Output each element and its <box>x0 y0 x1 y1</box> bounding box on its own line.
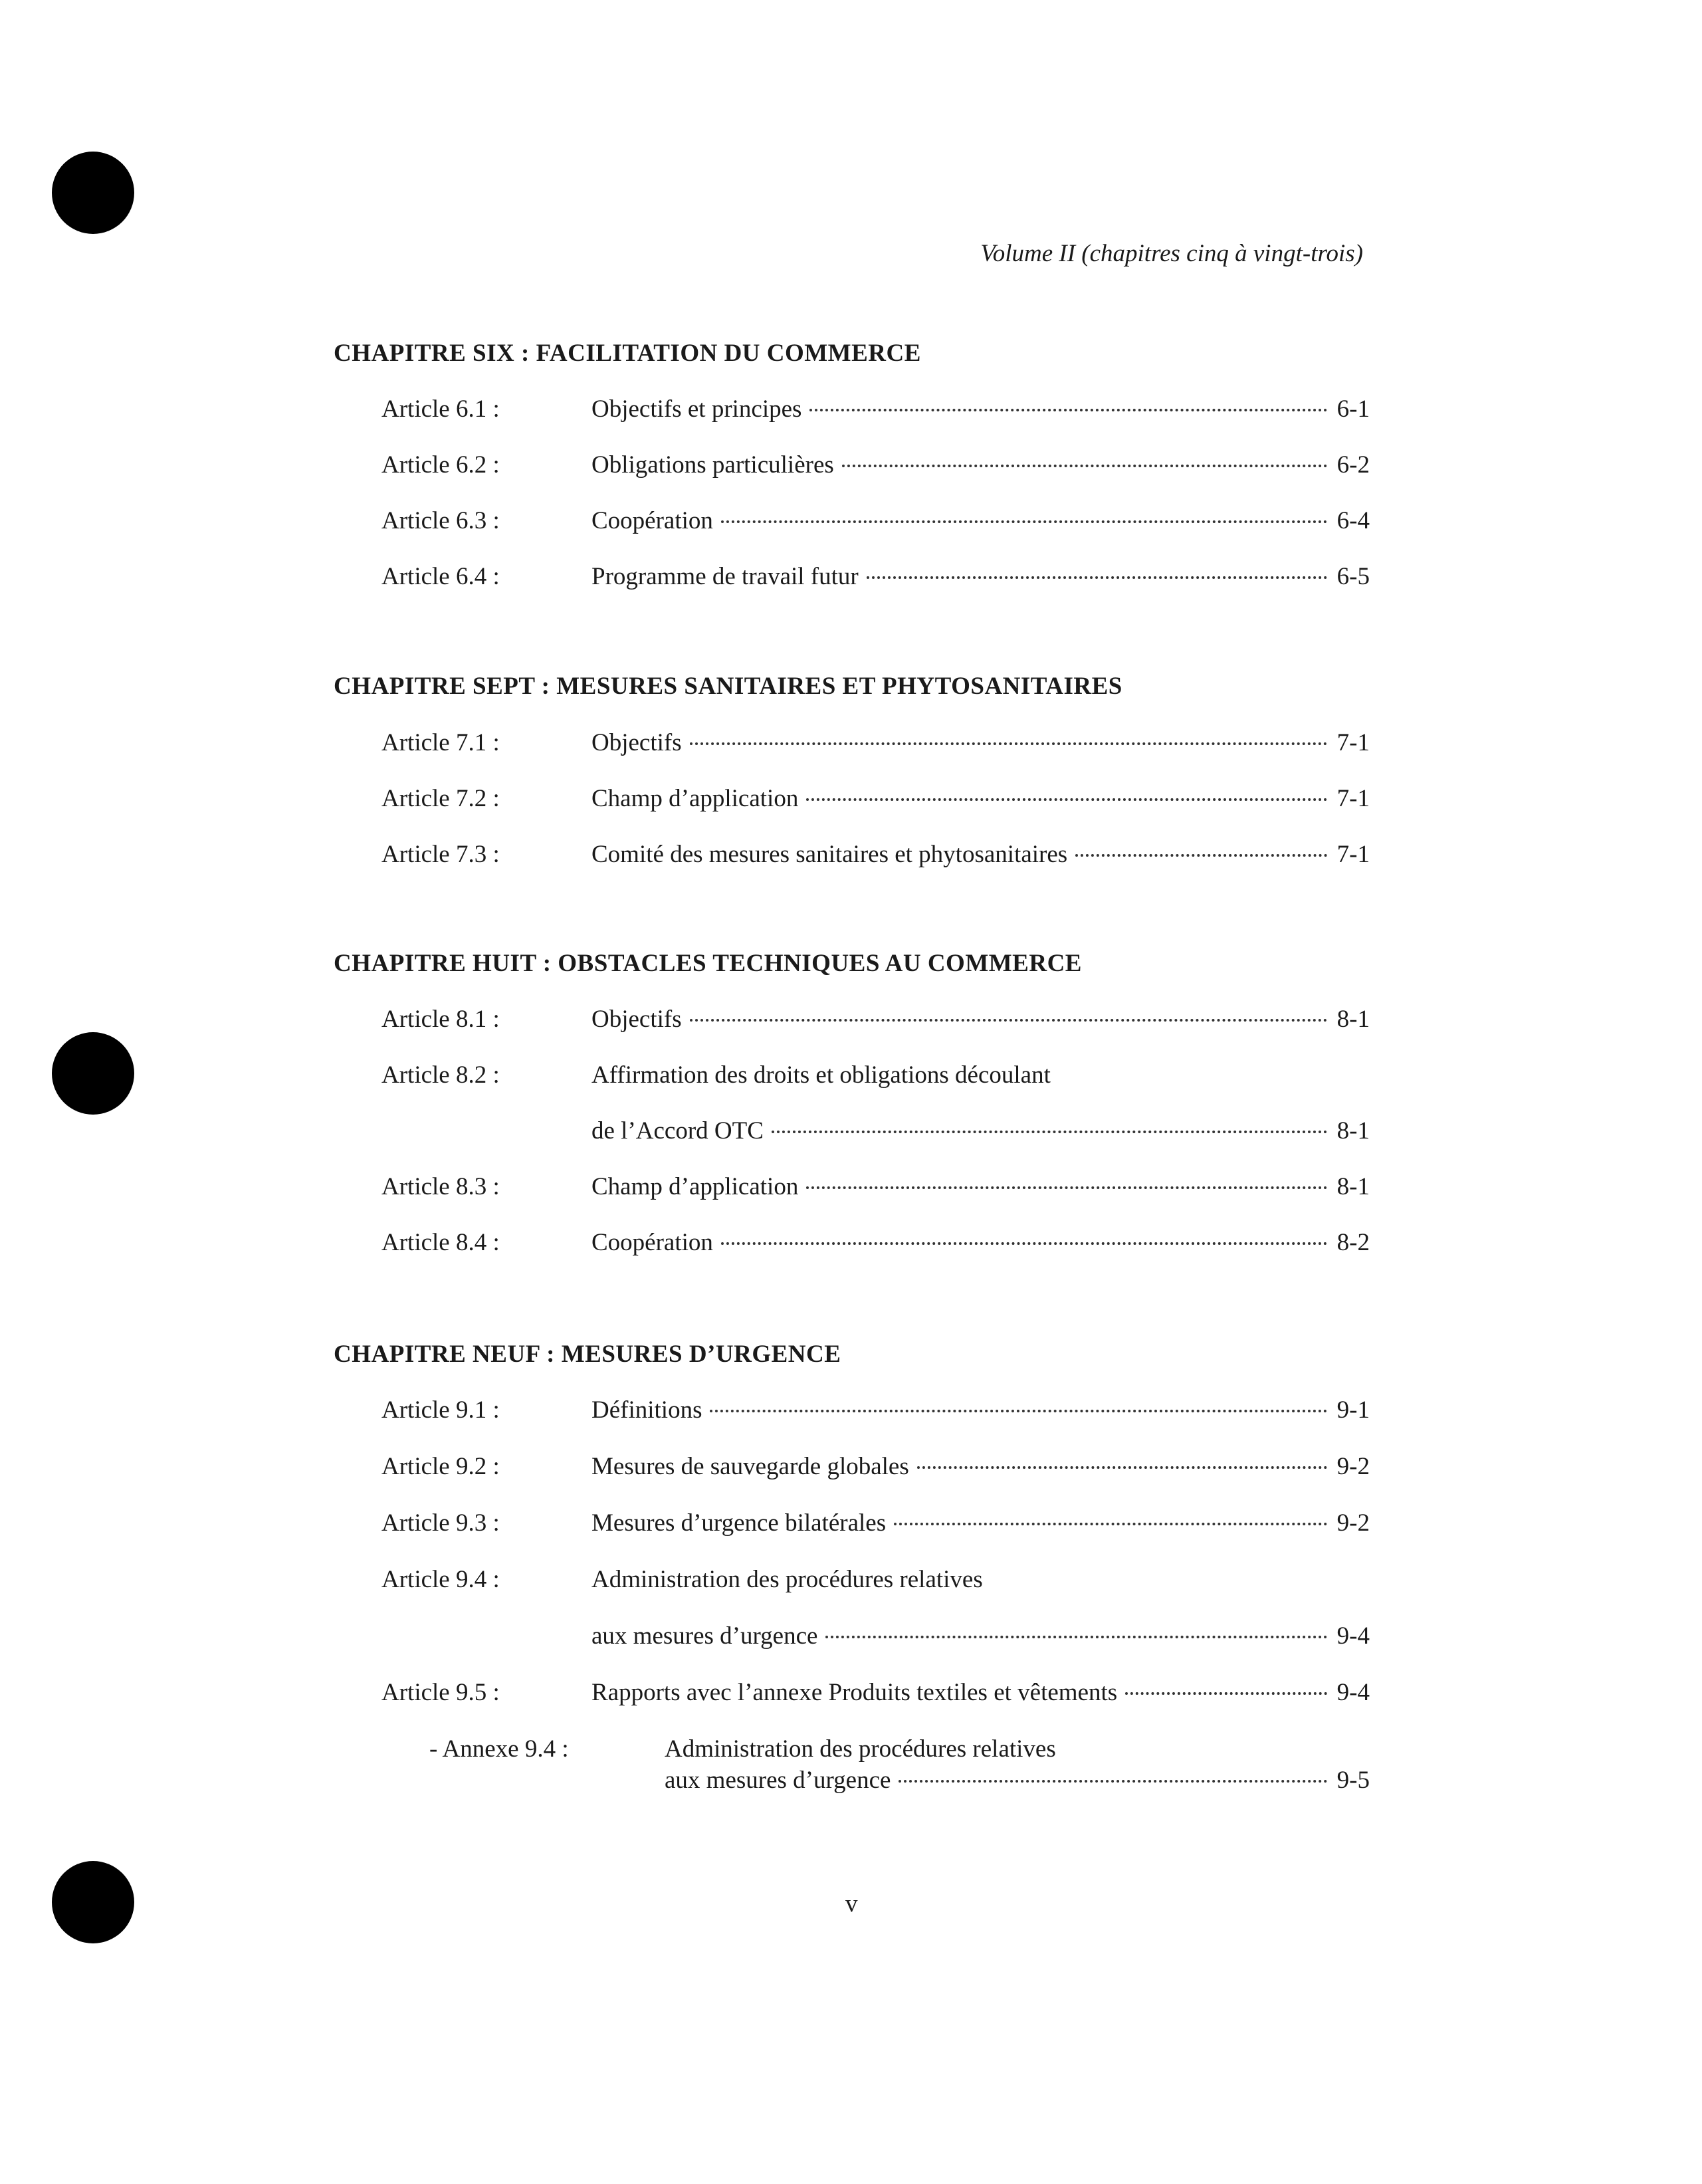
dot-leader <box>867 576 1327 579</box>
entry-title: Champ d’application <box>591 1173 799 1200</box>
chapter-heading: CHAPITRE NEUF : MESURES D’URGENCE <box>334 1341 841 1368</box>
entry-title: Obligations particulières <box>591 451 834 479</box>
dot-leader <box>809 409 1327 411</box>
toc-entry[interactable] <box>0 1678 1702 1711</box>
dot-leader <box>842 465 1327 467</box>
page-number: 6-1 <box>1336 395 1370 423</box>
dot-leader <box>721 1242 1327 1245</box>
toc-entry[interactable] <box>0 506 1702 540</box>
toc-entry[interactable] <box>0 728 1702 762</box>
toc-entry[interactable] <box>0 1005 1702 1038</box>
annex-title-continued: aux mesures d’urgence <box>665 1767 891 1794</box>
article-number: Article 7.2 : <box>381 785 500 812</box>
page-number: 9-2 <box>1336 1453 1370 1480</box>
article-number: Article 9.5 : <box>381 1679 500 1706</box>
chapter-heading: CHAPITRE SEPT : MESURES SANITAIRES ET PHYTOSANITAIRES <box>334 673 1122 700</box>
dot-leader <box>721 520 1327 523</box>
entry-title: Rapports avec l’annexe Produits textiles et vêtements <box>591 1679 1118 1706</box>
page-number: 8-1 <box>1336 1173 1370 1200</box>
dot-leader <box>806 1186 1327 1189</box>
page-number: 8-1 <box>1336 1006 1370 1033</box>
article-number: Article 7.1 : <box>381 729 500 756</box>
toc-entry[interactable] <box>0 1228 1702 1261</box>
entry-title: Programme de travail futur <box>591 563 859 590</box>
page-number: 6-5 <box>1336 563 1370 590</box>
page-folio: v <box>845 1890 858 1917</box>
annex-number: - Annexe 9.4 : <box>429 1735 569 1763</box>
toc-entry[interactable] <box>0 451 1702 484</box>
chapter-heading: CHAPITRE HUIT : OBSTACLES TECHNIQUES AU COMMERCE <box>334 950 1082 977</box>
page-number: 7-1 <box>1336 785 1370 812</box>
dot-leader <box>772 1131 1327 1133</box>
article-number: Article 9.1 : <box>381 1396 500 1424</box>
toc-entry-continuation[interactable] <box>0 1622 1702 1655</box>
toc-entry[interactable] <box>0 1396 1702 1429</box>
entry-title: Administration des procédures relatives <box>591 1566 983 1593</box>
dot-leader <box>894 1523 1327 1525</box>
entry-title-continued: de l’Accord OTC <box>591 1117 764 1145</box>
dot-leader <box>899 1780 1327 1783</box>
dot-leader <box>825 1636 1327 1638</box>
article-number: Article 8.2 : <box>381 1061 500 1089</box>
page-number: 7-1 <box>1336 729 1370 756</box>
annex-title: Administration des procédures relatives <box>665 1735 1056 1763</box>
page-number: 9-1 <box>1336 1396 1370 1424</box>
dot-leader <box>1125 1692 1327 1695</box>
annex-entry-continuation[interactable] <box>0 1766 1702 1799</box>
dot-leader <box>917 1466 1327 1469</box>
toc-entry[interactable] <box>0 1172 1702 1206</box>
article-number: Article 9.2 : <box>381 1453 500 1480</box>
toc-entry[interactable] <box>0 395 1702 428</box>
entry-title: Objectifs <box>591 1006 682 1033</box>
entry-title: Mesures d’urgence bilatérales <box>591 1509 887 1537</box>
article-number: Article 8.1 : <box>381 1006 500 1033</box>
toc-entry[interactable] <box>0 784 1702 818</box>
chapter-heading: CHAPITRE SIX : FACILITATION DU COMMERCE <box>334 340 921 367</box>
binder-hole-top <box>52 152 134 234</box>
annex-entry[interactable] <box>0 1735 1702 1768</box>
article-number: Article 8.4 : <box>381 1229 500 1256</box>
entry-title: Objectifs et principes <box>591 395 802 423</box>
article-number: Article 6.2 : <box>381 451 500 479</box>
page-number: 6-2 <box>1336 451 1370 479</box>
page-number: 8-2 <box>1336 1229 1370 1256</box>
page-number: 9-5 <box>1336 1767 1370 1794</box>
entry-title: Coopération <box>591 507 713 534</box>
article-number: Article 8.3 : <box>381 1173 500 1200</box>
entry-title: Mesures de sauvegarde globales <box>591 1453 909 1480</box>
toc-entry[interactable] <box>0 1509 1702 1542</box>
dot-leader <box>1075 854 1327 857</box>
page-number: 9-4 <box>1336 1622 1370 1650</box>
entry-title: Comité des mesures sanitaires et phytosanitaires <box>591 841 1068 868</box>
toc-entry[interactable] <box>0 1565 1702 1598</box>
toc-entry[interactable] <box>0 840 1702 873</box>
entry-title: Coopération <box>591 1229 713 1256</box>
article-number: Article 6.3 : <box>381 507 500 534</box>
dot-leader <box>690 1019 1327 1022</box>
dot-leader <box>690 742 1327 745</box>
article-number: Article 6.4 : <box>381 563 500 590</box>
article-number: Article 6.1 : <box>381 395 500 423</box>
page-number: 8-1 <box>1336 1117 1370 1145</box>
article-number: Article 9.3 : <box>381 1509 500 1537</box>
entry-title-continued: aux mesures d’urgence <box>591 1622 818 1650</box>
dot-leader <box>806 798 1327 801</box>
binder-hole-bottom <box>52 1861 134 1943</box>
page-number: 9-4 <box>1336 1679 1370 1706</box>
toc-entry-continuation[interactable] <box>0 1117 1702 1150</box>
toc-entry[interactable] <box>0 562 1702 596</box>
entry-title: Définitions <box>591 1396 702 1424</box>
article-number: Article 7.3 : <box>381 841 500 868</box>
dot-leader <box>710 1410 1327 1412</box>
running-head: Volume II (chapitres cinq à vingt-trois) <box>980 240 1363 267</box>
page-number: 6-4 <box>1336 507 1370 534</box>
article-number: Article 9.4 : <box>381 1566 500 1593</box>
entry-title: Affirmation des droits et obligations découlant <box>591 1061 1051 1089</box>
toc-entry[interactable] <box>0 1452 1702 1485</box>
toc-entry[interactable] <box>0 1061 1702 1094</box>
page-number: 9-2 <box>1336 1509 1370 1537</box>
entry-title: Objectifs <box>591 729 682 756</box>
entry-title: Champ d’application <box>591 785 799 812</box>
page-number: 7-1 <box>1336 841 1370 868</box>
